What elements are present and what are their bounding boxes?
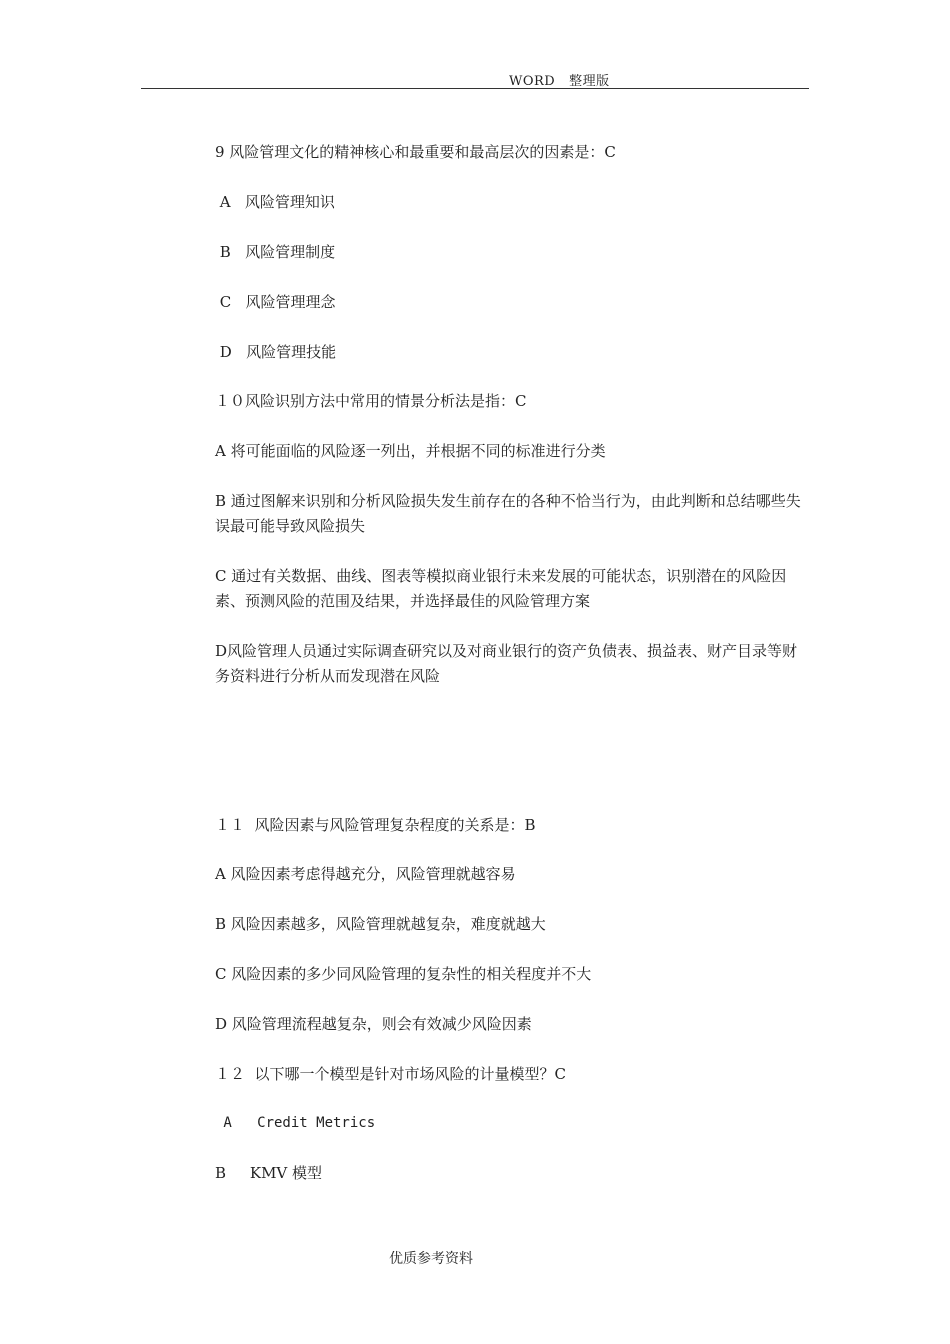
question-option: A 风险因素考虑得越充分，风险管理就越容易	[215, 865, 516, 883]
question-option: A 风险管理知识	[215, 193, 335, 211]
question-option: C 风险管理理念	[215, 293, 336, 311]
question-option: B KMV 模型	[215, 1164, 323, 1182]
question-option: B 风险因素越多，风险管理就越复杂，难度就越大	[215, 915, 546, 933]
question-option: D风险管理人员通过实际调查研究以及对商业银行的资产负债表、损益表、财产目录等财务资料进行分析从而发现潜在风险	[215, 642, 798, 685]
question-stem: 9 风险管理文化的精神核心和最重要和最高层次的因素是：C	[215, 143, 616, 161]
question-option: C 通过有关数据、曲线、图表等模拟商业银行未来发展的可能状态，识别潜在的风险因素、预测风险的范围及结果，并选择最佳的风险管理方案	[215, 567, 787, 610]
question-option: D 风险管理流程越复杂，则会有效减少风险因素	[215, 1015, 532, 1033]
question-stem: １２ 以下哪一个模型是针对市场风险的计量模型？C	[215, 1065, 567, 1083]
question-option: C 风险因素的多少同风险管理的复杂性的相关程度并不大	[215, 965, 592, 983]
page-footer: 优质参考资料	[389, 1251, 473, 1267]
page-header	[141, 68, 809, 89]
question-option: A 将可能面临的风险逐一列出，并根据不同的标准进行分类	[215, 442, 606, 460]
question-option: D 风险管理技能	[215, 343, 337, 361]
question-option: B 风险管理制度	[215, 243, 336, 261]
question-stem: １１ 风险因素与风险管理复杂程度的关系是：B	[215, 816, 536, 834]
header-text: WORD 整理版	[509, 74, 610, 89]
question-option: A Credit Metrics	[215, 1115, 376, 1131]
question-stem: １０风险识别方法中常用的情景分析法是指：C	[215, 392, 527, 410]
question-option: B 通过图解来识别和分析风险损失发生前存在的各种不恰当行为，由此判断和总结哪些失误最可能导致风险损失	[215, 492, 801, 535]
